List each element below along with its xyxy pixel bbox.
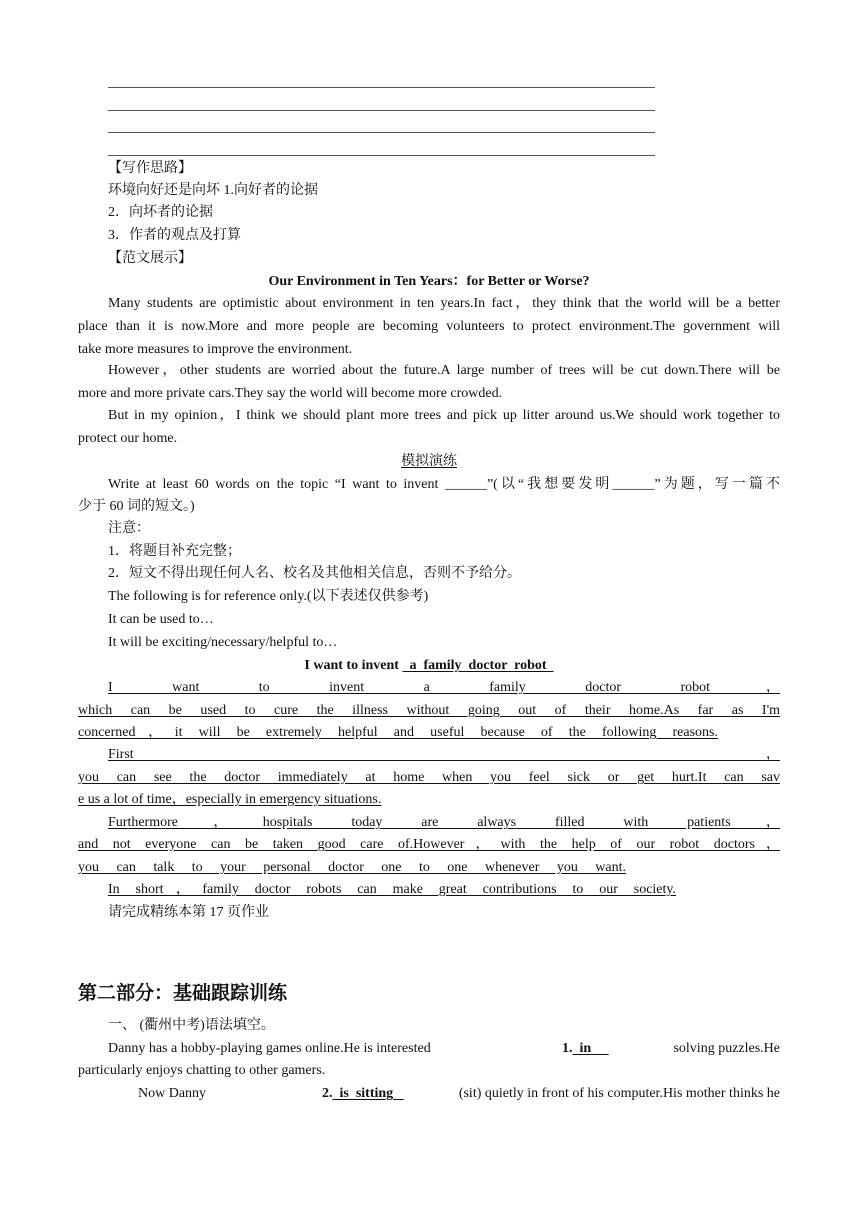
question-number: 1. [562, 1041, 573, 1056]
approach-item: 环境向好还是向坏 1.向好者的论据 [108, 183, 318, 198]
essay-title-prefix: I want to invent [304, 658, 399, 673]
exercise-text: solving puzzles.He [673, 1041, 780, 1056]
essay-title [78, 657, 780, 675]
sample-paragraph-line: But in my opinion，I think we should plant more trees and pick up litter around us.We should work together to [108, 408, 780, 423]
essay-line: e us a lot of time，especially in emergency situations. [78, 792, 382, 807]
essay-line: you can talk to your personal doctor one to one whenever you want. [78, 860, 626, 875]
sample-paragraph-line: place than it is now.More and more people are becoming volunteers to protect environment.The government will [78, 319, 780, 334]
part2-title: 第二部分：基础跟踪训练 [78, 982, 288, 1004]
answer-1: in [579, 1041, 592, 1056]
reference-phrase: It will be exciting/necessary/helpful to… [108, 635, 338, 650]
sample-paragraph-line: take more measures to improve the environment. [78, 342, 353, 357]
writing-line [108, 110, 655, 111]
essay-line: and not everyone can be taken good care of.However，with the help of our robot doctors， [78, 837, 780, 852]
essay-line: which can be used to cure the illness without going out of their home.As far as I'm [78, 703, 780, 718]
sample-paragraph-line: However，other students are worried about the future.A large number of trees will be cut down.There will be [108, 363, 780, 378]
essay-line: First， [108, 747, 780, 762]
writing-line [108, 132, 655, 133]
answer-2: is sitting [339, 1086, 394, 1101]
reference-phrase: It can be used to… [108, 612, 214, 627]
essay-line: concerned，it will be extremely helpful and useful because of the following reasons. [78, 725, 718, 740]
notes-label: 注意： [108, 521, 150, 536]
approach-item: 2．向坏者的论据 [108, 205, 213, 220]
question-number: 2. [322, 1086, 333, 1101]
note-item: 2．短文不得出现任何人名、校名及其他相关信息，否则不予给分。 [108, 566, 521, 581]
exercise-text: particularly enjoys chatting to other gamers. [78, 1063, 326, 1078]
essay-line: I want to invent a family doctor robot， [108, 680, 780, 695]
essay-line: Furthermore，hospitals today are always filled with patients， [108, 815, 780, 830]
practice-prompt: Write at least 60 words on the topic “I want to invent ______”(以“我想要发明______”为题，写一篇不 [108, 477, 780, 492]
reference-note: The following is for reference only.(以下表述仅供参考) [108, 589, 429, 604]
approach-item: 3．作者的观点及打算 [108, 228, 241, 243]
heading-approach: 【写作思路】 [108, 161, 192, 176]
exercise-text: (sit) quietly in front of his computer.His mother thinks he [458, 1086, 780, 1101]
question-2 [322, 1085, 404, 1103]
essay-line: you can see the doctor immediately at home when you feel sick or get hurt.It can sav [78, 770, 780, 785]
sample-paragraph-line: more and more private cars.They say the world will become more crowded. [78, 386, 503, 401]
homework-note: 请完成精练本第 17 页作业 [108, 905, 269, 920]
sample-title: Our Environment in Ten Years：for Better or Worse? [268, 274, 590, 289]
essay-title-answer: a family doctor robot [409, 658, 547, 673]
exercise-text: Now Danny [138, 1086, 207, 1101]
writing-line [108, 155, 655, 156]
practice-heading: 模拟演练 [401, 454, 457, 469]
exercise-text: Danny has a hobby‐playing games online.He is interested [108, 1041, 431, 1056]
writing-line [108, 87, 655, 88]
exercise-label: 一、 (衢州中考)语法填空。 [108, 1018, 275, 1033]
practice-prompt: 少于 60 词的短文。) [78, 499, 195, 514]
sample-paragraph-line: Many students are optimistic about environment in ten years.In fact，they think that the world will be a better [108, 296, 780, 311]
note-item: 1．将题目补充完整； [108, 544, 241, 559]
sample-paragraph-line: protect our home. [78, 431, 178, 446]
heading-sample: 【范文展示】 [108, 251, 192, 266]
question-1 [562, 1040, 609, 1058]
essay-line: In short，family doctor robots can make great contributions to our society. [108, 882, 676, 897]
